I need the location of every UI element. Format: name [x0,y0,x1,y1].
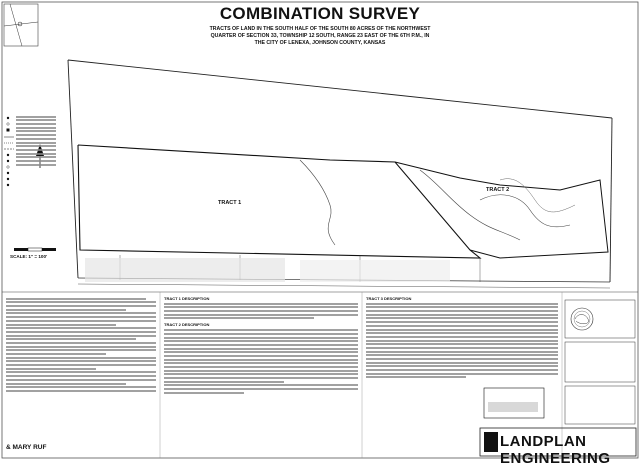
legend-text [16,114,56,167]
tract-1-outline [78,145,480,258]
section-heading: TRACT 2 DESCRIPTION [164,322,210,328]
owner-signature: & MARY RUF [6,444,47,451]
tract-2-outline [395,162,608,258]
logo-mark [484,432,498,452]
subtitle-line: TRACTS OF LAND IN THE SOUTH HALF OF THE SOUTH 80 ACRES OF THE NORTHWEST [209,26,431,32]
surveyor-seal [571,308,593,330]
north-boundary-line [68,60,612,118]
general-notes [6,296,156,394]
firm-logo: LANDPLAN ENGINEERING [500,433,611,467]
creek-line [300,160,335,245]
section-heading: TRACT 1 DESCRIPTION [164,296,210,301]
tract-1-label: TRACT 1 [218,200,242,206]
subtitle-line: THE CITY OF LENEXA, JOHNSON COUNTY, KANSAS [254,40,386,47]
legend-symbols [4,117,14,186]
scale-label: SCALE: 1" = 100' [10,254,48,259]
tract-3-description [366,296,558,380]
survey-subtitle [170,26,470,48]
scale-bar [14,248,56,251]
tract-1-description [164,296,358,396]
tract-2-label: TRACT 2 [486,187,510,193]
page-title: COMBINATION SURVEY [219,4,421,23]
east-boundary-line [610,118,612,282]
section-heading: TRACT 3 DESCRIPTION [366,296,412,301]
west-boundary-line [68,60,78,278]
subtitle-line: QUARTER OF SECTION 33, TOWNSHIP 12 SOUTH, RANGE 23 EAST OF THE 6TH P.M., IN [210,33,430,40]
